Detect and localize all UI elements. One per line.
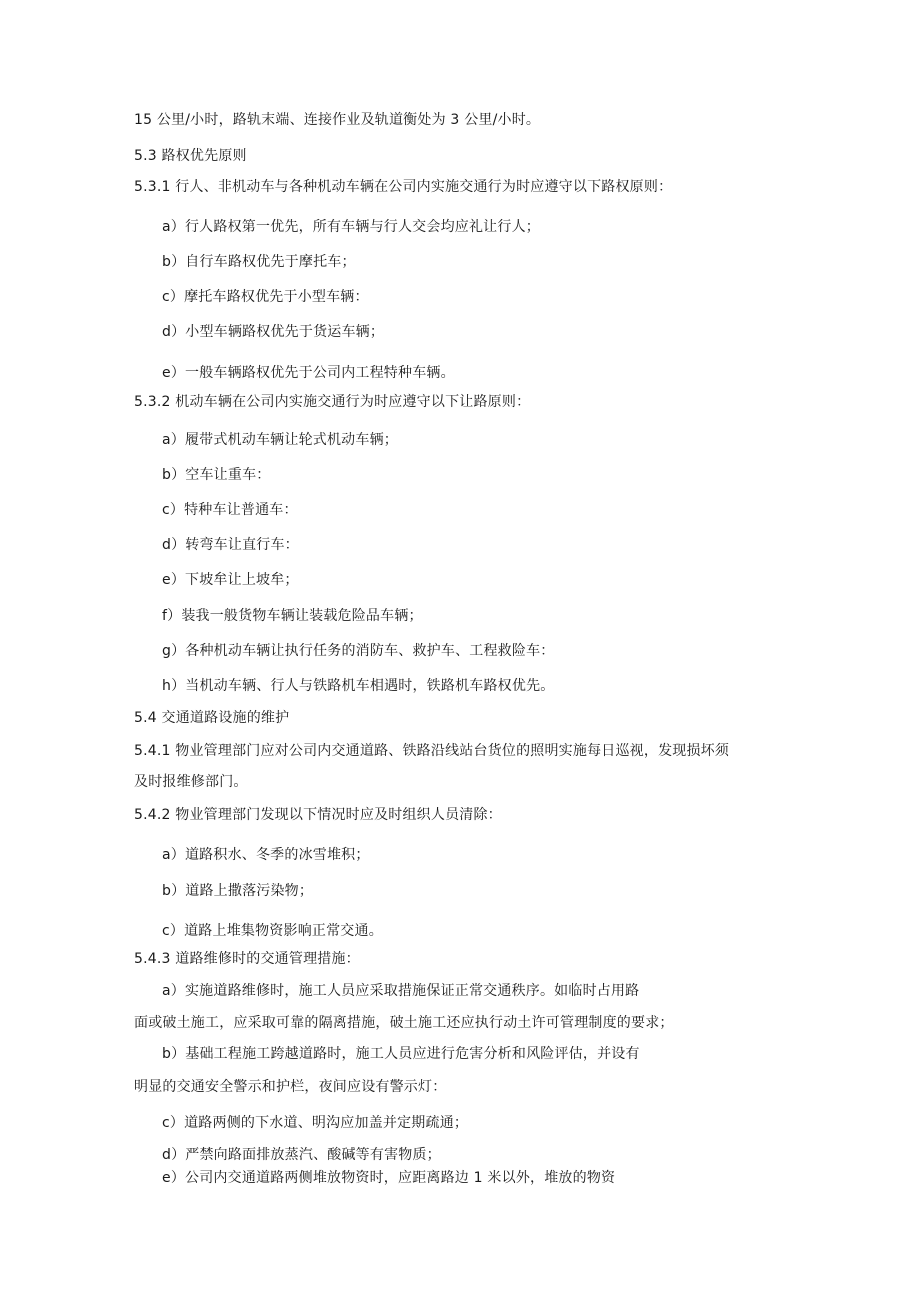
text-line: 5.4.3 道路维修时的交通管理措施： (134, 951, 360, 967)
list-item: a）行人路权第一优先，所有车辆与行人交会均应礼让行人； (162, 219, 540, 235)
list-item: e）一般车辆路权优先于公司内工程特种车辆。 (162, 365, 455, 381)
list-item: a）道路积水、冬季的冰雪堆积； (162, 847, 370, 863)
text-line: 5.3.1 行人、非机动车与各种机动车辆在公司内实施交通行为时应遵守以下路权原则： (134, 179, 673, 195)
list-item: d）严禁向路面排放蒸汽、酸碱等有害物质； (162, 1147, 441, 1163)
section-heading: 5.4 交通道路设施的维护 (134, 710, 290, 726)
list-item: a）履带式机动车辆让轮式机动车辆； (162, 432, 398, 448)
text-line: 明显的交通安全警示和护栏，夜间应设有警示灯： (134, 1079, 447, 1095)
list-item: g）各种机动车辆让执行任务的消防车、救护车、工程救险车： (162, 643, 555, 659)
text-line: 5.3.2 机动车辆在公司内实施交通行为时应遵守以下让路原则： (134, 394, 531, 410)
list-item: e）公司内交通道路两侧堆放物资时，应距离路边 1 米以外，堆放的物资 (162, 1170, 616, 1186)
list-item: b）空车让重车： (162, 467, 271, 483)
list-item: c）摩托车路权优先于小型车辆： (162, 289, 369, 305)
text-line: 面或破土施工，应采取可靠的隔离措施，破土施工还应执行动土许可管理制度的要求； (134, 1015, 674, 1031)
text-line: 5.4.1 物业管理部门应对公司内交通道路、铁路沿线站台货位的照明实施每日巡视，发现损坏须 (134, 743, 730, 759)
list-item: c）道路上堆集物资影响正常交通。 (162, 923, 383, 939)
list-item: d）转弯车让直行车： (162, 537, 299, 553)
list-item: c）道路两侧的下水道、明沟应加盖并定期疏通； (162, 1115, 469, 1131)
list-item: h）当机动车辆、行人与铁路机车相遇时，铁路机车路权优先。 (162, 678, 555, 694)
list-item: c）特种车让普通车： (162, 502, 298, 518)
list-item: b）道路上撒落污染物； (162, 883, 314, 899)
list-item: d）小型车辆路权优先于货运车辆； (162, 324, 385, 340)
text-line: 15 公里/小时，路轨末端、连接作业及轨道衡处为 3 公里/小时。 (134, 112, 541, 128)
list-item: f）装我一般货物车辆让装载危险品车辆； (162, 608, 423, 624)
section-heading: 5.3 路权优先原则 (134, 148, 247, 164)
list-item: b）自行车路权优先于摩托车； (162, 254, 356, 270)
list-item: e）下坡牟让上坡牟； (162, 572, 299, 588)
list-item: b）基础工程施工跨越道路时，施工人员应进行危害分析和风险评估，并设有 (162, 1046, 640, 1062)
text-line: 5.4.2 物业管理部门发现以下情况时应及时组织人员清除： (134, 807, 502, 823)
list-item: a）实施道路维修时，施工人员应采取措施保证正常交通秩序。如临时占用路 (162, 983, 640, 999)
text-line: 及时报维修部门。 (134, 774, 248, 790)
